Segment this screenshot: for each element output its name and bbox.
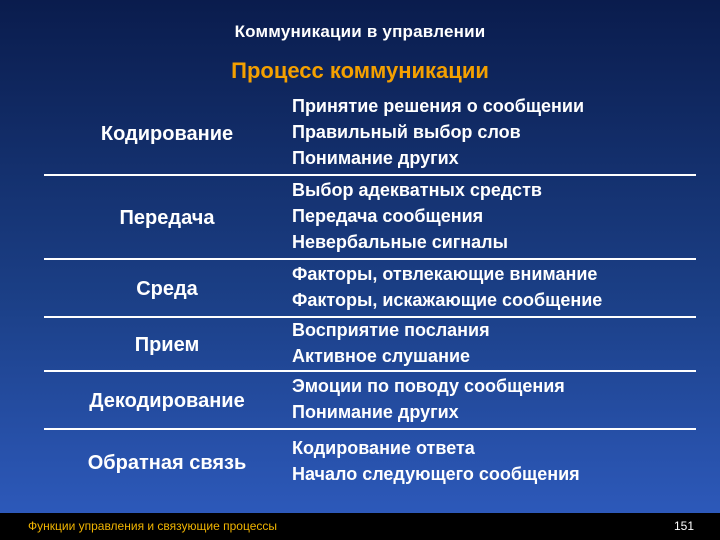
process-table (44, 92, 696, 496)
detail-line: Активное слушание (292, 346, 471, 366)
page-number: 151 (673, 519, 694, 533)
stage-details (290, 435, 696, 487)
stage-row-encoding (44, 92, 696, 176)
detail-line: Факторы, отвлекающие внимание (292, 264, 598, 284)
stage-label: Прием (134, 333, 200, 356)
slide-title: Коммуникации в управлении (234, 22, 486, 41)
stage-label: Передача (119, 206, 215, 229)
stage-row-reception (44, 318, 696, 372)
slide-subtitle: Процесс коммуникации (231, 58, 489, 83)
stage-label: Декодирование (89, 389, 245, 412)
stage-details (290, 177, 696, 255)
footer-bar (0, 513, 720, 540)
detail-line: Принятие решения о сообщении (292, 96, 585, 116)
detail-line: Восприятие послания (292, 320, 490, 340)
stage-label: Кодирование (100, 122, 234, 145)
detail-line: Понимание других (292, 402, 459, 422)
stage-details (290, 261, 696, 313)
detail-line: Понимание других (292, 148, 459, 168)
detail-line: Выбор адекватных средств (292, 180, 542, 200)
stage-details (290, 373, 696, 425)
stage-details (290, 93, 696, 171)
detail-line: Начало следующего сообщения (292, 464, 580, 484)
stage-row-transmission (44, 176, 696, 260)
detail-line: Факторы, искажающие сообщение (292, 290, 603, 310)
stage-row-decoding (44, 372, 696, 430)
detail-line: Невербальные сигналы (292, 232, 508, 252)
stage-label: Среда (136, 277, 198, 300)
stage-details (290, 317, 696, 369)
stage-row-environment (44, 260, 696, 318)
detail-line: Кодирование ответа (292, 438, 475, 458)
detail-line: Эмоции по поводу сообщения (292, 376, 565, 396)
stage-label: Обратная связь (87, 451, 247, 474)
detail-line: Передача сообщения (292, 206, 484, 226)
detail-line: Правильный выбор слов (292, 122, 521, 142)
footer-text: Функции управления и связующие процессы (28, 519, 278, 533)
stage-row-feedback (44, 430, 696, 496)
